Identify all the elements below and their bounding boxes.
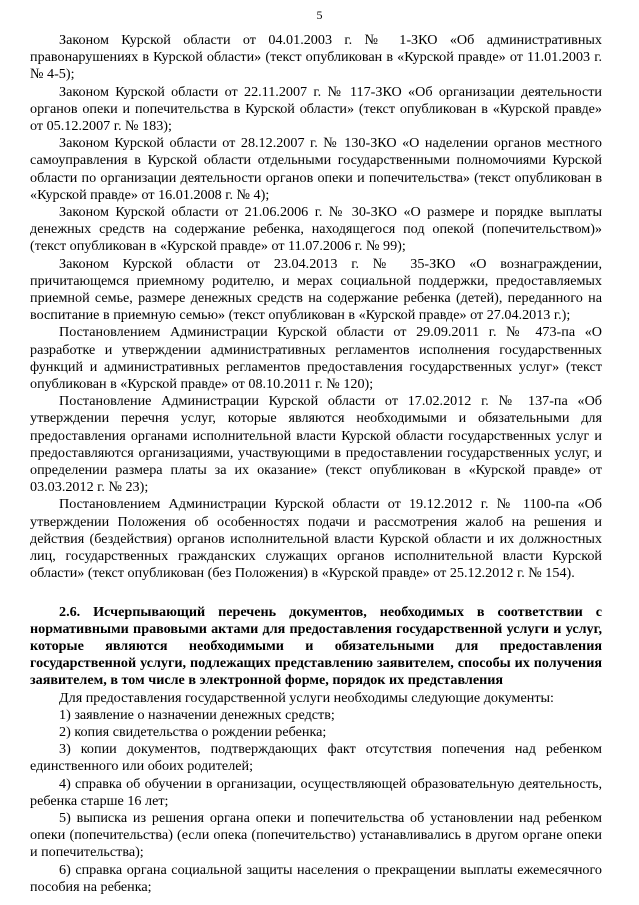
law-reference: Законом Курской области от 04.01.2003 г. № 1-ЗКО «Об административных правонарушениях в Курской области» (текст опубликован в «Курской правде» от 11.01.2003 г. № 4-5);: [30, 32, 602, 83]
document-list-item: 6) справка органа социальной защиты населения о прекращении выплаты ежемесячного пособия на ребенка;: [30, 861, 602, 895]
document-list-item: 5) выписка из решения органа опеки и попечительства об установлении над ребенком опеки (попечительства) (если опека (попечительство) устанавливались в другом органе опеки и попечительства);: [30, 809, 602, 861]
section-heading: 2.6. Исчерпывающий перечень документов, необходимых в соответствии с нормативными правовыми актами для предоставления государственной услуги и услуг, которые являются необходимыми и обязательными для предоставления государственной услуги, подлежащих представлению заявителем, способы их получения заявителем, в том числе в электронной форме, порядок их представления: [30, 603, 602, 689]
document-list-item: 4) справка об обучении в организации, осуществляющей образовательную деятельность, ребенка старше 16 лет;: [30, 775, 602, 809]
law-reference: Законом Курской области от 23.04.2013 г. № 35-ЗКО «О вознаграждении, причитающемся приемному родителю, и мерах социальной поддержки, предоставляемых приемной семье, размере денежных средств на содержание ребенка (детей), переданного на воспитание в приемную семью» (текст опубликован в «Курской правде» от 27.04.2013 г.);: [30, 255, 602, 324]
law-reference: Постановлением Администрации Курской области от 19.12.2012 г. № 1100-па «Об утверждении Положения об особенностях подачи и рассмотрения жалоб на решения и действия (бездействия) органов исполнительной власти Курской области и их должностных лиц, государственных гражданских служащих органов исполнительной власти Курской области» (текст опубликован (без Положения) в «Курской правде» от 25.12.2012 г. № 154).: [30, 496, 602, 582]
documents-intro: Для предоставления государственной услуги необходимы следующие документы:: [59, 689, 554, 706]
document-body: [30, 32, 602, 896]
law-reference: Законом Курской области от 21.06.2006 г. № 30-ЗКО «О размере и порядке выплаты денежных средств на содержание ребенка, находящегося под опекой (попечительством)» (текст опубликован в «Курской правде» от 11.07.2006 г. № 99);: [30, 204, 602, 255]
document-list-item: 2) копия свидетельства о рождении ребенка;: [59, 723, 327, 740]
law-reference: Постановлением Администрации Курской области от 29.09.2011 г. № 473-па «О разработке и утверждении административных регламентов исполнения государственных функций и административных регламентов предоставления государственных услуг» (текст опубликован в «Курской правде» от 08.10.2011 г. № 120);: [30, 324, 602, 393]
section-spacer: [30, 583, 602, 600]
page-number: 5: [316, 8, 323, 22]
document-list-item: 1) заявление о назначении денежных средств;: [59, 706, 335, 723]
law-reference: Постановление Администрации Курской области от 17.02.2012 г. № 137-па «Об утверждении перечня услуг, которые являются необходимыми и обязательными для предоставления органами исполнительной власти Курской области государственных услуг и предоставляются организациями, участвующими в предоставлении государственных услуг, и определении размера платы за их оказание» (текст опубликован в «Курской правде» от 03.03.2012 г. № 23);: [30, 393, 602, 496]
law-reference: Законом Курской области от 28.12.2007 г. № 130-ЗКО «О наделении органов местного самоуправления в Курской области отдельными государственными полномочиями Курской области по организации деятельности органов опеки и попечительства» (текст опубликован в «Курской правде» от 16.01.2008 г. № 4);: [30, 135, 602, 203]
law-reference: Законом Курской области от 22.11.2007 г. № 117-ЗКО «Об организации деятельности органов опеки и попечительства в Курской области» (текст опубликован в «Курской правде» от 05.12.2007 г. № 183);: [30, 83, 602, 135]
document-list-item: 3) копии документов, подтверждающих факт отсутствия попечения над ребенком единственного или обоих родителей;: [30, 741, 602, 775]
